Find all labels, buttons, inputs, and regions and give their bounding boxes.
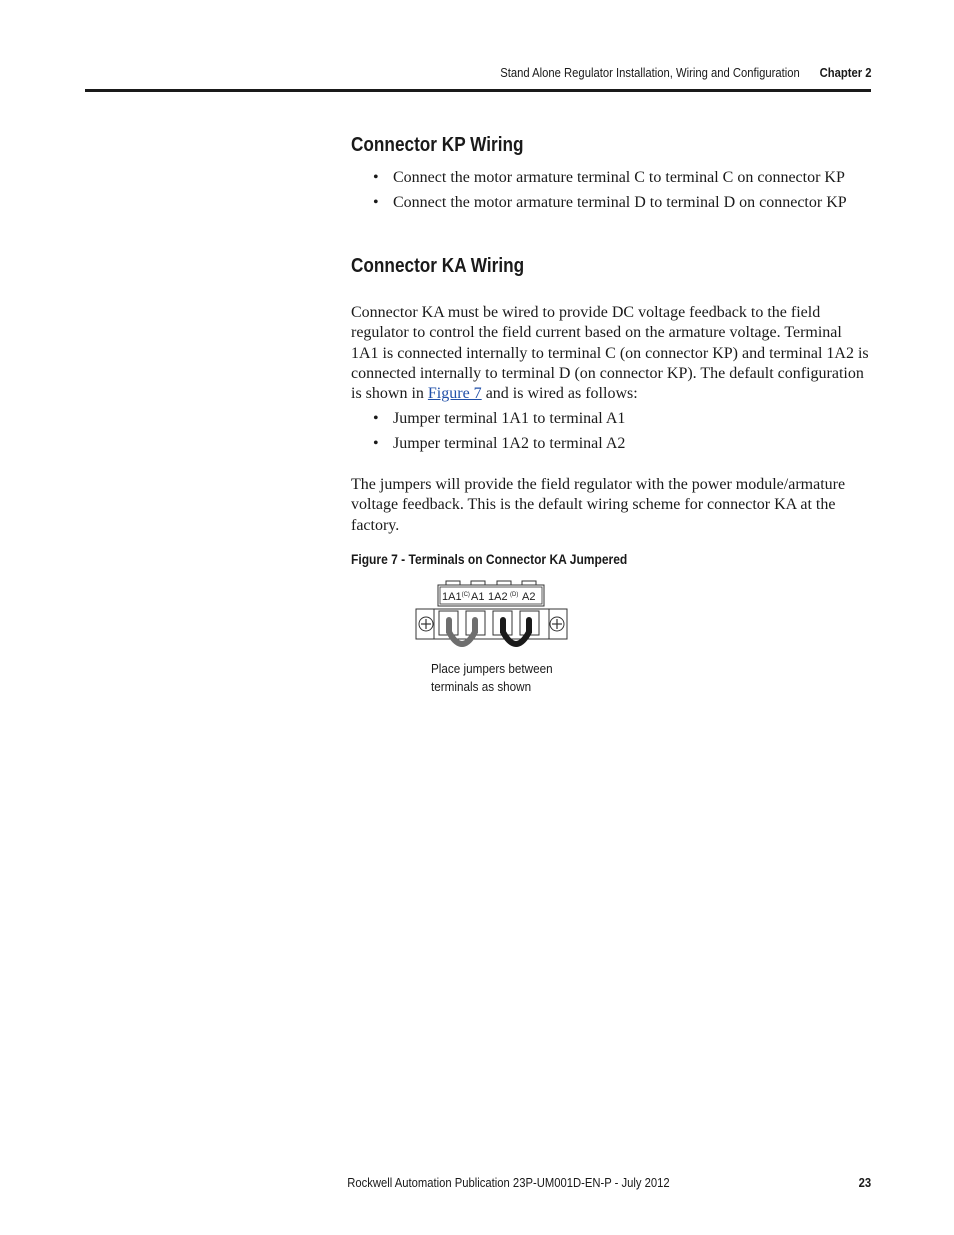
page-number: 23: [858, 1176, 871, 1190]
page-header: [500, 66, 871, 80]
connector-ka-heading: Connector KA Wiring: [351, 255, 525, 277]
list-item: • Connect the motor armature terminal C to terminal C on connector KP: [351, 165, 881, 190]
paragraph-text: Connector KA must be wired to provide DC voltage feedback to the field regulator to control the field current based on the armature voltage. Terminal 1A1 is connected internally to terminal C (on connector KP) and terminal 1A2 is connected internally to terminal D (on connector KP). The default configuration is shown in: [351, 304, 869, 403]
list-item: • Jumper terminal 1A1 to terminal A1: [351, 406, 881, 431]
terminal-label: 1A2: [488, 591, 508, 603]
connector-ka-paragraph: [351, 303, 871, 404]
figure-label: [431, 660, 553, 696]
running-title: Stand Alone Regulator Installation, Wiring and Configuration: [499, 66, 800, 80]
list-item: • Jumper terminal 1A2 to terminal A2: [351, 431, 881, 456]
header-rule: [85, 89, 871, 92]
terminal-note: (D): [510, 592, 519, 598]
chapter-label: Chapter 2: [819, 66, 871, 80]
figure-7-link[interactable]: Figure 7: [427, 385, 482, 403]
terminal-label: $1A1^{(C)}$: [442, 591, 470, 603]
connector-ka-diagram: [410, 576, 580, 648]
figure-label-line: Place jumpers between: [431, 661, 553, 676]
terminal-label: A2: [522, 591, 536, 603]
connector-kp-heading: Connector KP Wiring: [351, 134, 524, 156]
figure-label-line: terminals as shown: [431, 679, 532, 694]
connector-kp-bullets: [351, 165, 881, 215]
terminal-label: A1: [471, 591, 485, 603]
publication-info: Rockwell Automation Publication 23P-UM001D-EN-P - July 2012: [347, 1176, 670, 1190]
paragraph-text: and is wired as follows:: [481, 385, 638, 403]
figure-caption: Figure 7 - Terminals on Connector KA Jumpered: [351, 551, 628, 567]
connector-ka-svg: [410, 576, 580, 648]
list-item: • Connect the motor armature terminal D to terminal D on connector KP: [351, 190, 881, 215]
page-footer: [347, 1176, 871, 1190]
jumper-paragraph: The jumpers will provide the field regulator with the power module/armature voltage feedback. This is the default wiring scheme for connector KA at the factory.: [351, 476, 846, 534]
connector-ka-bullets: [351, 406, 881, 456]
